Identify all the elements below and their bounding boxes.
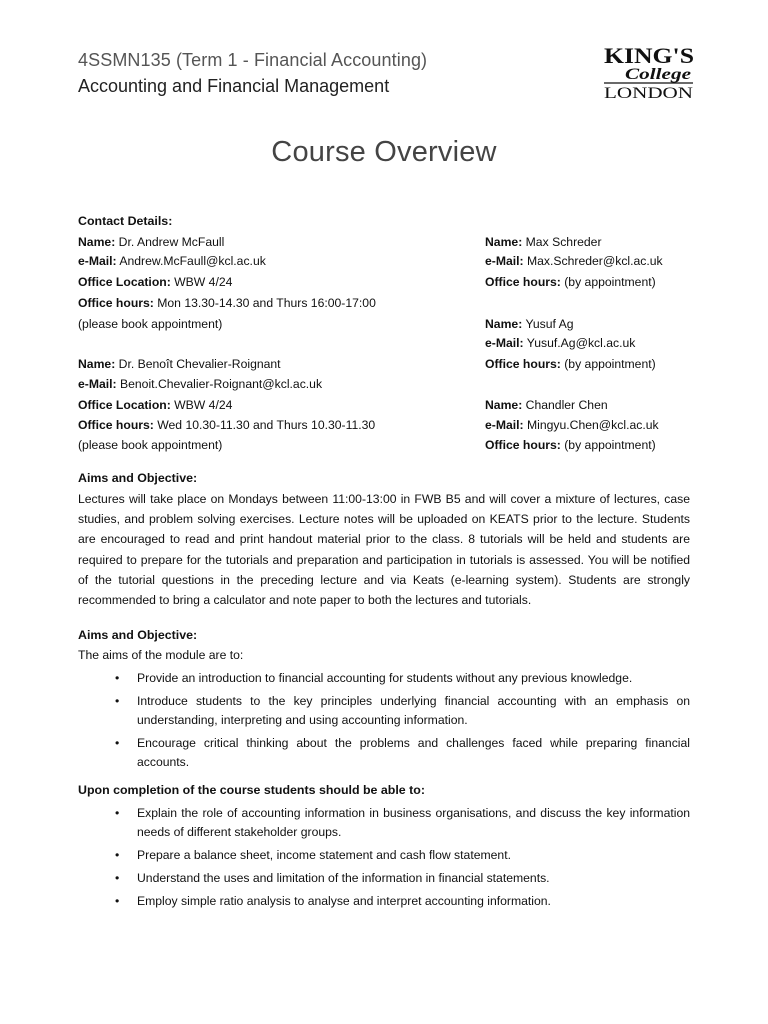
- contact-right-3-hours: Office hours: (by appointment): [485, 438, 656, 452]
- contact-heading: Contact Details:: [78, 214, 173, 228]
- contact-left-2-hours: Office hours: Wed 10.30-11.30 and Thurs 10.30-11.30: [78, 418, 376, 432]
- contact-left-1-email: e-Mail: Andrew.McFaull@kcl.ac.uk: [78, 254, 266, 268]
- outcomes-heading: Upon completion of the course students should be able to:: [78, 783, 425, 797]
- aims-bullet-list: [78, 669, 690, 776]
- kings-college-london-logo: [603, 42, 695, 102]
- contact-right-1-name: Name: Max Schreder: [485, 235, 602, 249]
- contact-left-2-name: Name: Dr. Benoît Chevalier-Roignant: [78, 357, 281, 371]
- contact-left-2-email: e-Mail: Benoit.Chevalier-Roignant@kcl.ac.uk: [78, 377, 323, 391]
- aims-intro: The aims of the module are to:: [78, 648, 244, 662]
- logo-line-1: KING'S: [604, 43, 694, 68]
- list-item: • Introduce students to the key principles underlying financial accounting with an emphasis on understanding, interpreting and using accounting information.: [78, 692, 690, 730]
- contact-right-1-email: e-Mail: Max.Schreder@kcl.ac.uk: [485, 254, 663, 268]
- list-item: • Prepare a balance sheet, income statement and cash flow statement.: [78, 846, 690, 865]
- aims-heading-1: Aims and Objective:: [78, 471, 198, 485]
- aims-paragraph: Lectures will take place on Mondays between 11:00-13:00 in FWB B5 and will cover a mixture of lectures, case studies, and problem solving exercises. Lecture notes will be uploaded on KEATS prior to the lecture. Students are encouraged to read and print handout material prior to the class. 8 tutorials will be held and students are required to prepare for the tutorials and preparation and participation in tutorials is assessed. You will be notified of the tutorial questions in the preceding lecture and via Keats (e-learning system). Students are strongly recommended to bring a calculator and note paper to both the lectures and tutorials.: [78, 492, 690, 608]
- list-item: • Explain the role of accounting information in business organisations, and discuss the key information needs of different stakeholder groups.: [78, 804, 690, 842]
- contact-right-2-email: e-Mail: Yusuf.Ag@kcl.ac.uk: [485, 336, 636, 350]
- aims-heading-2: Aims and Objective:: [78, 628, 198, 642]
- list-item: • Employ simple ratio analysis to analyse and interpret accounting information.: [78, 892, 690, 911]
- course-code: 4SSMN135 (Term 1 - Financial Accounting): [78, 50, 428, 70]
- contact-left-1-name: Name: Dr. Andrew McFaull: [78, 235, 225, 249]
- contact-left-2-location: Office Location: WBW 4/24: [78, 398, 233, 412]
- contact-left-1-location: Office Location: WBW 4/24: [78, 275, 233, 289]
- page-title: Course Overview: [271, 136, 497, 168]
- contact-right-1-hours: Office hours: (by appointment): [485, 275, 656, 289]
- contact-right-2-name: Name: Yusuf Ag: [485, 317, 574, 331]
- outcomes-bullet-list: [78, 804, 690, 915]
- logo-line-2: College: [625, 66, 691, 83]
- list-item: • Understand the uses and limitation of the information in financial statements.: [78, 869, 690, 888]
- contact-left-2-note: (please book appointment): [78, 438, 223, 452]
- contact-right-2-hours: Office hours: (by appointment): [485, 357, 656, 371]
- contact-left-1-hours: Office hours: Mon 13.30-14.30 and Thurs 16:00-17:00: [78, 296, 376, 310]
- module-name: Accounting and Financial Management: [78, 76, 390, 96]
- contact-left-1-note: (please book appointment): [78, 317, 223, 331]
- contact-right-3-name: Name: Chandler Chen: [485, 398, 608, 412]
- contact-right-3-email: e-Mail: Mingyu.Chen@kcl.ac.uk: [485, 418, 659, 432]
- list-item: • Provide an introduction to financial accounting for students without any previous knowledge.: [78, 669, 690, 688]
- list-item: • Encourage critical thinking about the problems and challenges faced while preparing financial accounts.: [78, 734, 690, 772]
- logo-line-3: LONDON: [604, 85, 694, 102]
